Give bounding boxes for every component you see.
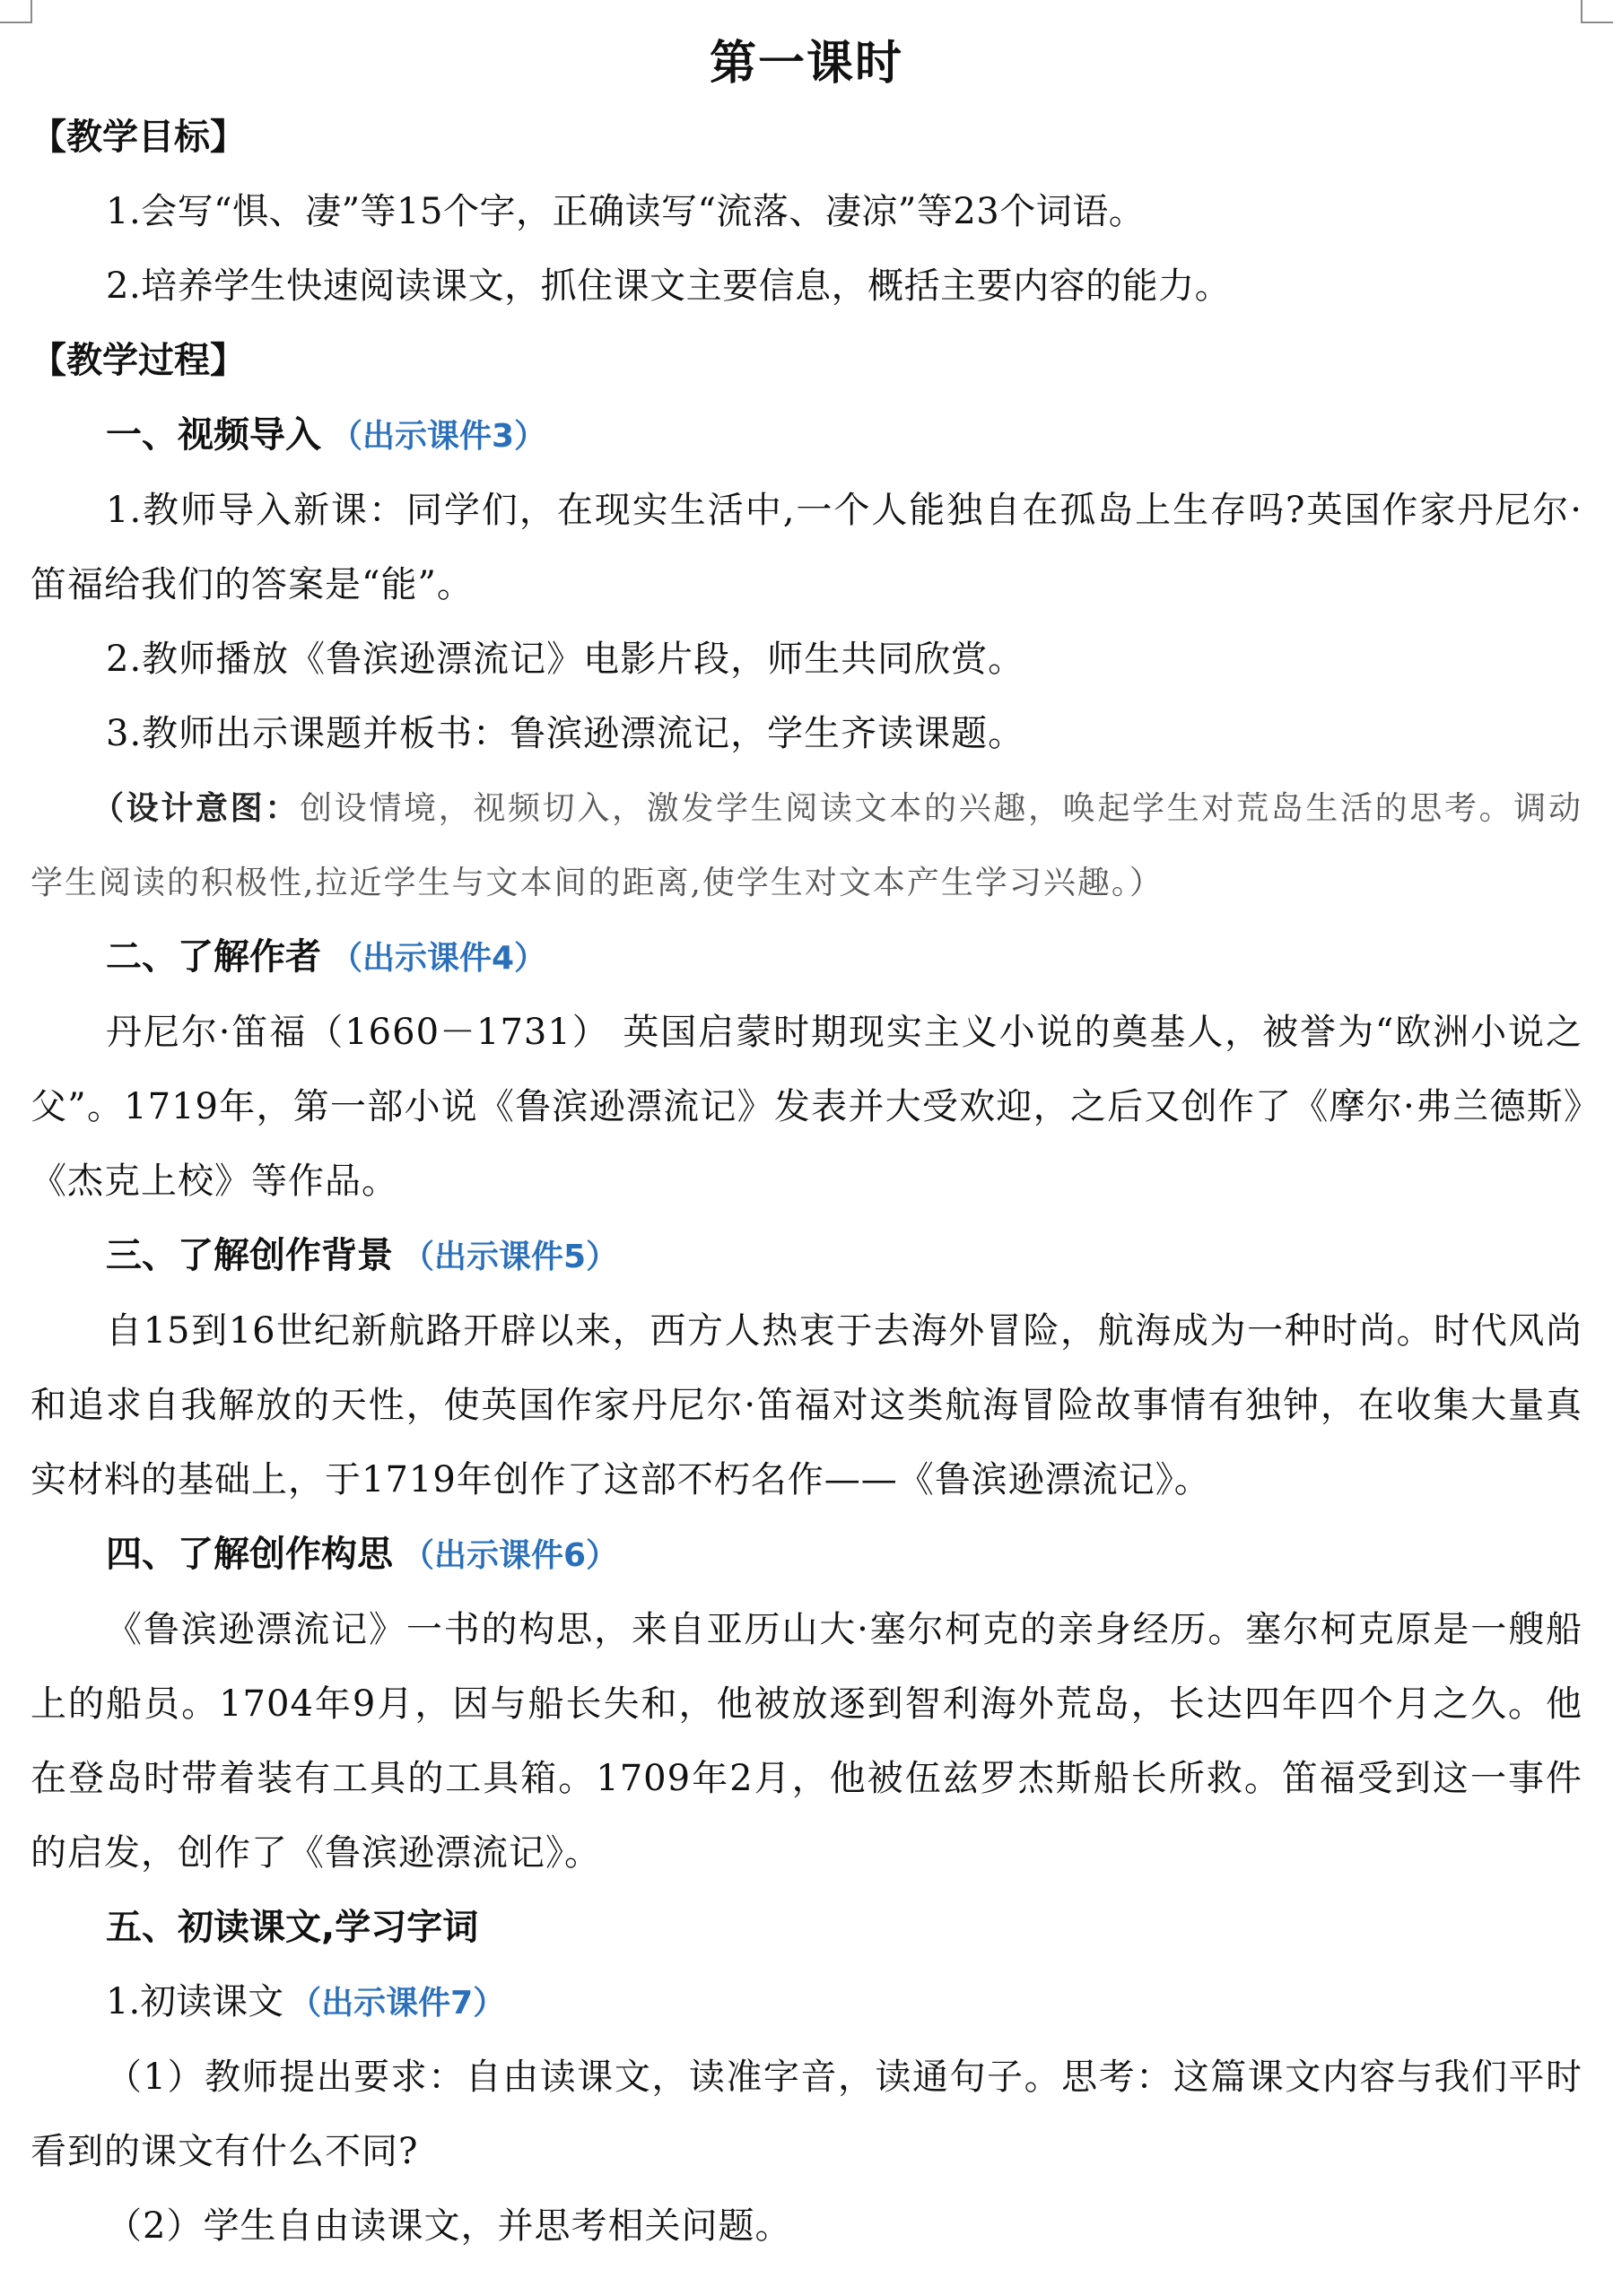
section-heading-first-reading: 五、初读课文,学习字词 <box>106 1907 479 1948</box>
objective-item-2: 2.培养学生快速阅读课文，抓住课文主要信息，概括主要内容的能力。 <box>106 265 1232 307</box>
paragraph: 丹尼尔·笛福（1660－1731） 英国启蒙时期现实主义小说的奠基人，被誉为“欧洲小说之父”。1719年，第一部小说《鲁滨逊漂流记》发表并大受欢迎，之后又创作了《摩尔·弗兰德斯》《杰克上校》等作品。 <box>31 1012 1582 1202</box>
section-title: 三、了解创作背景 <box>106 1235 393 1276</box>
courseware-link: （出示课件3） <box>330 418 547 455</box>
paragraph: 自15到16世纪新航路开辟以来，西方人热衷于去海外冒险，航海成为一种时尚。时代风尚和追求自我解放的天性，使英国作家丹尼尔·笛福对这类航海冒险故事情有独钟，在收集大量真实材料的基础上，于1719年创作了这部不朽名作——《鲁滨逊漂流记》。 <box>31 1310 1582 1500</box>
section-heading-author <box>31 920 1582 996</box>
paragraph: 《鲁滨逊漂流记》一书的构思，来自亚历山大·塞尔柯克的亲身经历。塞尔柯克原是一艘船上的船员。1704年9月，因与船长失和，他被放逐到智利海外荒岛，长达四年四个月之久。他在登岛时带着装有工具的工具箱。1709年2月，他被伍兹罗杰斯船长所救。笛福受到这一事件的启发，创作了《鲁滨逊漂流记》。 <box>31 1609 1582 1874</box>
objective-item-1: 1.会写“惧、凄”等15个字，正确读写“流落、凄凉”等23个词语。 <box>106 191 1146 232</box>
design-intent-label: （设计意图： <box>92 789 300 827</box>
paragraph: 2.教师播放《鲁滨逊漂流记》电影片段，师生共同欣赏。 <box>106 639 1025 680</box>
courseware-link: （出示课件5） <box>402 1239 619 1275</box>
design-intent-note <box>31 771 1582 920</box>
section-title: 四、了解创作构思 <box>106 1534 393 1575</box>
section-heading-background <box>31 1219 1582 1294</box>
page-title: 第一课时 <box>709 37 903 91</box>
page-corner-mark-left <box>0 0 32 23</box>
design-intent-text: 创设情境，视频切入，激发学生阅读文本的兴趣，唤起学生对荒岛生活的思考。调动学生阅读的积极性,拉近学生与文本间的距离,使学生对文本产生学习兴趣。） <box>31 790 1582 901</box>
section-title: 二、了解作者 <box>106 936 321 978</box>
courseware-link: （出示课件7） <box>289 1985 506 2022</box>
subsection-heading <box>31 1965 1582 2040</box>
subsection-title: 1.初读课文 <box>106 1981 284 2022</box>
paragraph: （1）教师提出要求：自由读课文，读准字音，读通句子。思考：这篇课文内容与我们平时看到的课文有什么不同? <box>31 2057 1582 2172</box>
objectives-heading: 【教学目标】 <box>31 117 246 158</box>
document-page <box>31 27 1582 2264</box>
paragraph: （2）学生自由读课文，并思考相关问题。 <box>106 2205 792 2247</box>
paragraph: 1.教师导入新课：同学们，在现实生活中,一个人能独自在孤岛上生存吗?英国作家丹尼尔·笛福给我们的答案是“能”。 <box>31 490 1582 605</box>
page-corner-mark-right <box>1581 0 1613 23</box>
paragraph: 3.教师出示课题并板书：鲁滨逊漂流记，学生齐读课题。 <box>106 713 1025 754</box>
section-heading-conception <box>31 1518 1582 1593</box>
section-title: 一、视频导入 <box>106 414 321 456</box>
courseware-link: （出示课件6） <box>402 1537 619 1574</box>
process-heading: 【教学过程】 <box>31 340 246 381</box>
section-heading-video-intro <box>31 398 1582 474</box>
courseware-link: （出示课件4） <box>330 940 547 977</box>
